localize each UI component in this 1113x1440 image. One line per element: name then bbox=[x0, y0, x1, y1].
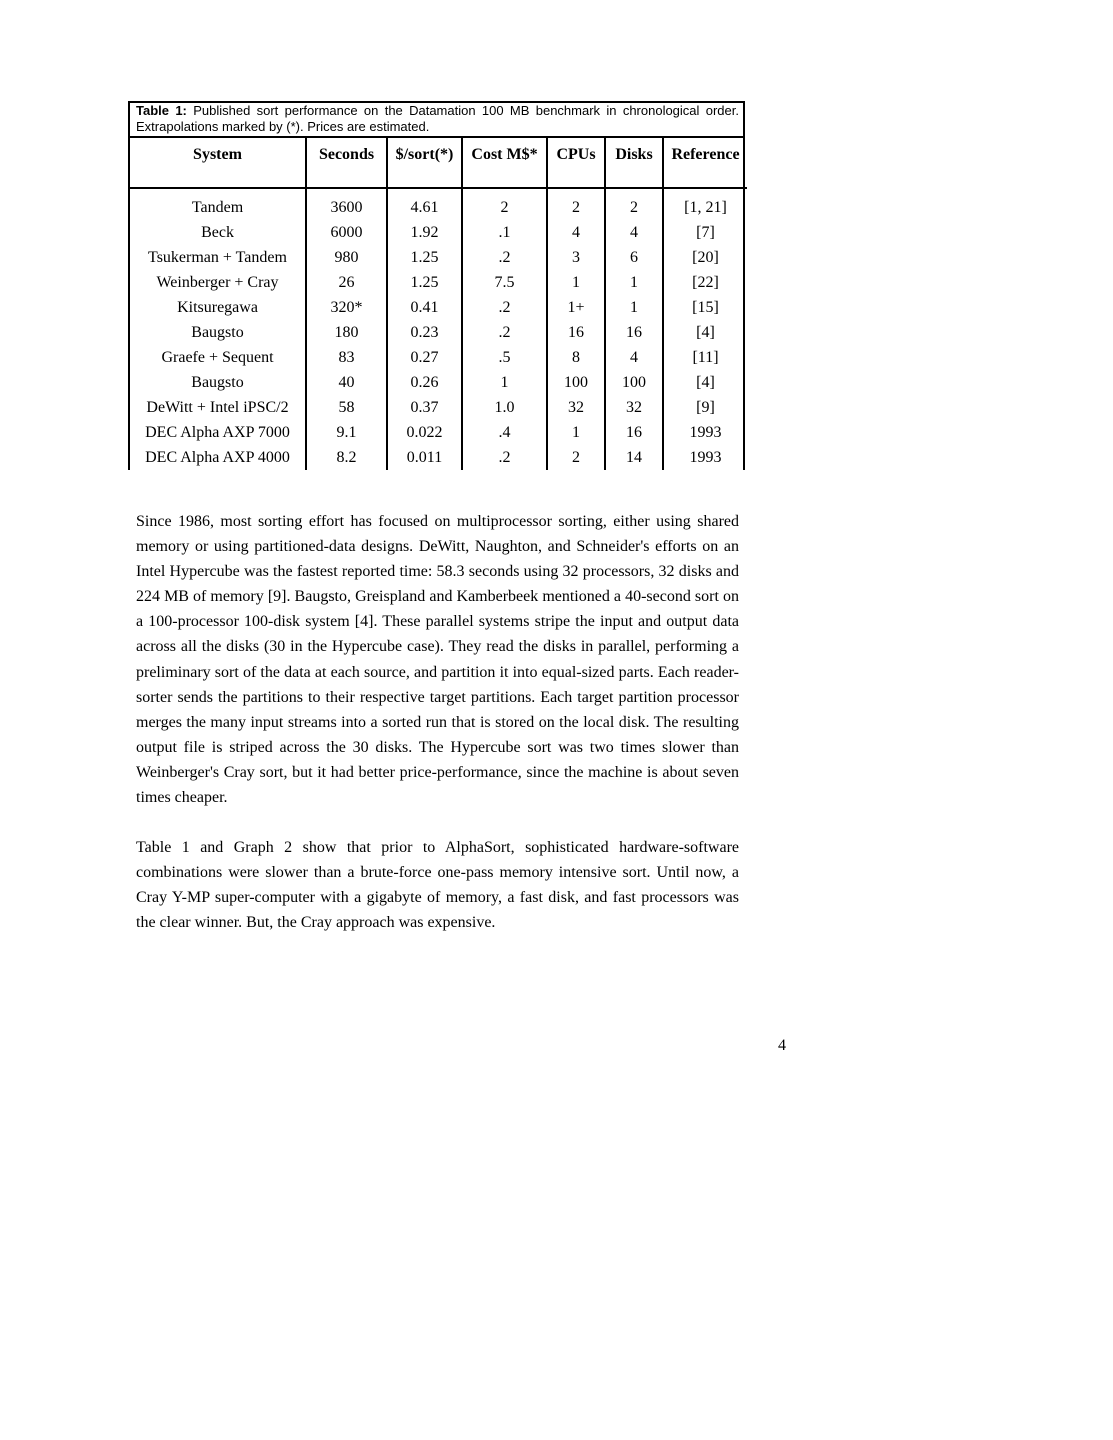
cell-dollars-per-sort: 0.26 bbox=[387, 370, 462, 395]
cell-cpus: 2 bbox=[547, 195, 605, 220]
cell-disks: 4 bbox=[605, 220, 663, 245]
cell-disks: 32 bbox=[605, 395, 663, 420]
table-row bbox=[130, 320, 747, 345]
table-row bbox=[130, 270, 747, 295]
cell-disks: 16 bbox=[605, 320, 663, 345]
cell-disks: 4 bbox=[605, 345, 663, 370]
cell-system: Graefe + Sequent bbox=[161, 349, 274, 366]
table-caption-label: Table 1: bbox=[136, 103, 187, 118]
table-row bbox=[130, 420, 747, 445]
cell-system: Tsukerman + Tandem bbox=[148, 249, 287, 266]
cell-cost: 1.0 bbox=[462, 395, 547, 420]
cell-system: DEC Alpha AXP 7000 bbox=[145, 424, 290, 441]
cell-seconds: 8.2 bbox=[306, 445, 387, 470]
sort-performance-table bbox=[130, 138, 747, 470]
spacer-cell bbox=[130, 188, 306, 195]
cell-cpus: 4 bbox=[547, 220, 605, 245]
column-header-disks: Disks bbox=[605, 138, 663, 188]
cell-seconds: 40 bbox=[306, 370, 387, 395]
cell-seconds: 58 bbox=[306, 395, 387, 420]
page-number: 4 bbox=[778, 1037, 786, 1054]
cell-cpus: 1 bbox=[547, 420, 605, 445]
cell-disks: 14 bbox=[605, 445, 663, 470]
spacer-cell bbox=[462, 188, 547, 195]
cell-cpus: 32 bbox=[547, 395, 605, 420]
cell-seconds: 180 bbox=[306, 320, 387, 345]
cell-cpus: 100 bbox=[547, 370, 605, 395]
cell-system: Baugsto bbox=[191, 324, 244, 341]
cell-system: Tandem bbox=[191, 199, 244, 216]
column-header-system: System bbox=[130, 138, 306, 188]
cell-reference: [4] bbox=[663, 320, 747, 345]
spacer-cell bbox=[547, 188, 605, 195]
cell-cpus: 16 bbox=[547, 320, 605, 345]
table-row bbox=[130, 295, 747, 320]
cell-reference: [22] bbox=[663, 270, 747, 295]
cell-cost: 2 bbox=[462, 195, 547, 220]
cell-dollars-per-sort: 4.61 bbox=[387, 195, 462, 220]
cell-seconds: 320* bbox=[306, 295, 387, 320]
table-caption-text: Published sort performance on the Datamation 100 MB benchmark in chronological order. Extrapolations marked by (*). Prices are estimated. bbox=[136, 103, 739, 134]
cell-cost: .2 bbox=[462, 320, 547, 345]
cell-cpus: 3 bbox=[547, 245, 605, 270]
cell-dollars-per-sort: 1.25 bbox=[387, 245, 462, 270]
cell-system: Beck bbox=[201, 224, 234, 241]
table-caption bbox=[130, 103, 743, 138]
cell-cost: .2 bbox=[462, 445, 547, 470]
cell-cpus: 1+ bbox=[547, 295, 605, 320]
cell-cost: .4 bbox=[462, 420, 547, 445]
spacer-cell bbox=[387, 188, 462, 195]
cell-cost: .5 bbox=[462, 345, 547, 370]
spacer-cell bbox=[306, 188, 387, 195]
table-spacer-row bbox=[130, 188, 747, 195]
table-row bbox=[130, 195, 747, 220]
cell-cpus: 8 bbox=[547, 345, 605, 370]
cell-seconds: 980 bbox=[306, 245, 387, 270]
column-header-reference: Reference bbox=[663, 138, 747, 188]
column-header-seconds: Seconds bbox=[306, 138, 387, 188]
cell-dollars-per-sort: 0.37 bbox=[387, 395, 462, 420]
cell-system: Baugsto bbox=[191, 374, 244, 391]
cell-reference: [7] bbox=[663, 220, 747, 245]
cell-disks: 16 bbox=[605, 420, 663, 445]
paragraph-multiprocessor-sorting: Since 1986, most sorting effort has focused on multiprocessor sorting, either using shared memory or using partitioned-data designs. DeWitt, Naughton, and Schneider's efforts on an Intel Hypercube was the fastest reported time: 58.3 seconds using 32 processors, 32 disks and 224 MB of memory [9]. Baugsto, Greispland and Kamberbeek mentioned a 40-second sort on a 100-processor 100-disk system [4]. These parallel systems stripe the input and output data across all the disks (30 in the Hypercube case). They read the disks in parallel, performing a preliminary sort of the data at each source, and partition it into equal-sized parts. Each reader-sorter sends the partitions to their respective target partitions. Each target partition processor merges the many input streams into a sorted run that is stored on the local disk. The resulting output file is striped across the 30 disks. The Hypercube sort was two times slower than Weinberger's Cray sort, but it had better price-performance, since the machine is about seven times cheaper. bbox=[136, 513, 739, 807]
cell-cost: 7.5 bbox=[462, 270, 547, 295]
cell-reference: [20] bbox=[663, 245, 747, 270]
cell-reference: [9] bbox=[663, 395, 747, 420]
cell-seconds: 9.1 bbox=[306, 420, 387, 445]
table-row bbox=[130, 445, 747, 470]
cell-seconds: 6000 bbox=[306, 220, 387, 245]
cell-disks: 2 bbox=[605, 195, 663, 220]
cell-seconds: 26 bbox=[306, 270, 387, 295]
cell-dollars-per-sort: 1.92 bbox=[387, 220, 462, 245]
cell-dollars-per-sort: 0.011 bbox=[387, 445, 462, 470]
table-row bbox=[130, 220, 747, 245]
cell-disks: 1 bbox=[605, 295, 663, 320]
table-row bbox=[130, 370, 747, 395]
column-header-dollars-per-sort: $/sort(*) bbox=[387, 138, 462, 188]
cell-cost: .1 bbox=[462, 220, 547, 245]
cell-seconds: 3600 bbox=[306, 195, 387, 220]
cell-reference: [1, 21] bbox=[663, 195, 747, 220]
cell-cpus: 2 bbox=[547, 445, 605, 470]
cell-cpus: 1 bbox=[547, 270, 605, 295]
cell-dollars-per-sort: 0.41 bbox=[387, 295, 462, 320]
spacer-cell bbox=[605, 188, 663, 195]
table-row bbox=[130, 395, 747, 420]
paragraph-table-summary: Table 1 and Graph 2 show that prior to AlphaSort, sophisticated hardware-software combinations were slower than a brute-force one-pass memory intensive sort. Until now, a Cray Y-MP super-computer with a gigabyte of memory, a fast disk, and fast processors was the clear winner. But, the Cray approach was expensive. bbox=[136, 839, 739, 932]
cell-system: DeWitt + Intel iPSC/2 bbox=[146, 399, 289, 416]
cell-reference: [15] bbox=[663, 295, 747, 320]
sort-performance-table-box bbox=[128, 101, 745, 470]
table-header-row bbox=[130, 138, 747, 188]
cell-disks: 1 bbox=[605, 270, 663, 295]
table-row bbox=[130, 345, 747, 370]
cell-reference: 1993 bbox=[663, 420, 747, 445]
table-row bbox=[130, 245, 747, 270]
cell-dollars-per-sort: 0.23 bbox=[387, 320, 462, 345]
cell-dollars-per-sort: 0.022 bbox=[387, 420, 462, 445]
cell-reference: 1993 bbox=[663, 445, 747, 470]
cell-dollars-per-sort: 0.27 bbox=[387, 345, 462, 370]
cell-seconds: 83 bbox=[306, 345, 387, 370]
cell-cost: .2 bbox=[462, 245, 547, 270]
cell-cost: .2 bbox=[462, 295, 547, 320]
cell-reference: [4] bbox=[663, 370, 747, 395]
cell-system: DEC Alpha AXP 4000 bbox=[145, 449, 290, 466]
table-body bbox=[130, 188, 747, 470]
cell-cost: 1 bbox=[462, 370, 547, 395]
cell-dollars-per-sort: 1.25 bbox=[387, 270, 462, 295]
cell-reference: [11] bbox=[663, 345, 747, 370]
column-header-cost: Cost M$* bbox=[462, 138, 547, 188]
cell-system: Weinberger + Cray bbox=[156, 274, 279, 291]
cell-disks: 100 bbox=[605, 370, 663, 395]
cell-system: Kitsuregawa bbox=[177, 299, 258, 316]
spacer-cell bbox=[663, 188, 747, 195]
column-header-cpus: CPUs bbox=[547, 138, 605, 188]
cell-disks: 6 bbox=[605, 245, 663, 270]
